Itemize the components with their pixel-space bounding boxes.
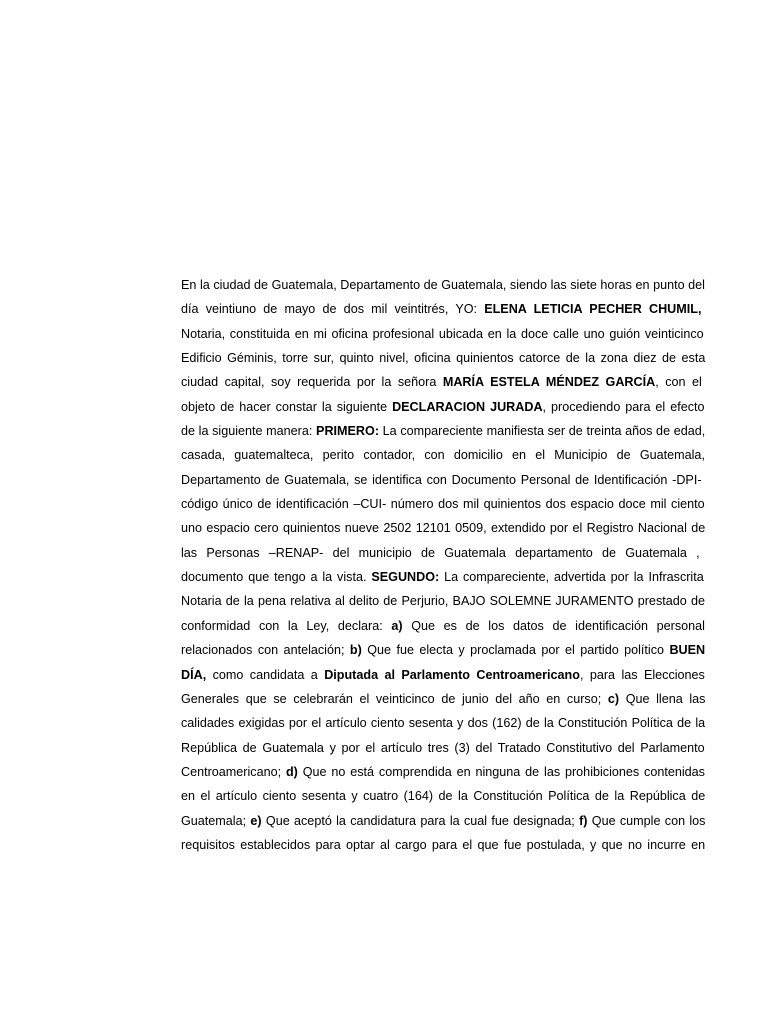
text-run: de la siguiente manera: (181, 424, 317, 439)
text-run: Guatemala; (181, 813, 251, 828)
bold-text-run: Diputada al Parlamento Centroamericano (324, 667, 580, 682)
text-run: Que cumple con los (587, 813, 706, 828)
document-line (181, 443, 705, 467)
bold-text-run: a) (391, 618, 403, 633)
text-run: En la ciudad de Guatemala, Departamento de Guatemala, siendo las siete horas en punto del (181, 278, 705, 292)
text-run: en el artículo ciento sesenta y cuatro (164) de la Constitución Política de la República de (181, 789, 706, 804)
document-line (181, 297, 705, 321)
document-line (181, 419, 705, 443)
text-run: las Personas –RENAP- del municipio de Guatemala departamento de Guatemala , (181, 545, 700, 560)
text-run: Notaria, constituida en mi oficina profesional ubicada en la doce calle uno guión veinticinco (181, 326, 704, 341)
bold-text-run: f) (579, 813, 588, 828)
document-line (181, 833, 705, 857)
text-run: La compareciente, advertida por la Infrascrita (439, 570, 704, 585)
document-line (181, 273, 705, 297)
text-run: objeto de hacer constar la siguiente (181, 399, 393, 414)
text-run: , para las Elecciones (579, 667, 705, 682)
text-run: Que no está comprendida en ninguna de las prohibiciones contenidas (297, 764, 705, 779)
document-line (181, 322, 705, 346)
text-run: uno espacio cero quinientos nueve 2502 12101 0509, extendido por el Registro Nacional de (181, 521, 706, 536)
bold-text-run: SEGUNDO: (371, 570, 440, 585)
text-run: Centroamericano; (181, 764, 286, 779)
text-run: casada, guatemalteca, perito contador, con domicilio en el Municipio de Guatemala, (181, 448, 705, 463)
text-run: Que fue electa y proclamada por el partido político (361, 643, 670, 658)
text-run: Departamento de Guatemala, se identifica con Documento Personal de Identificación -DPI- (181, 472, 702, 487)
text-run: como candidata a (206, 667, 325, 682)
text-run: , procediendo para el efecto (542, 399, 705, 414)
text-run: documento que tengo a la vista. (181, 570, 372, 585)
text-run: Que aceptó la candidatura para la cual fue designada; (261, 813, 580, 828)
bold-text-run: b) (349, 643, 362, 658)
text-run: Notaria de la pena relativa al delito de Perjurio, BAJO SOLEMNE JURAMENTO prestado de (181, 594, 705, 609)
bold-text-run: MARÍA ESTELA MÉNDEZ GARCÍA (442, 375, 656, 390)
bold-text-run: BUEN (669, 643, 706, 658)
text-run: Generales que se celebrarán el veinticinco de junio del año en curso; (181, 691, 608, 706)
document-line (181, 736, 705, 760)
text-run: La compareciente manifiesta ser de treinta años de edad, (379, 424, 706, 439)
text-run: Que es de los datos de identificación personal (402, 618, 705, 633)
document-line (181, 614, 705, 638)
text-run: , con el (655, 375, 702, 390)
document-line (181, 541, 705, 565)
document-line (181, 760, 705, 784)
document-line (181, 516, 705, 540)
text-run: día veintiuno de mayo de dos mil veintitrés, YO: (181, 302, 485, 317)
text-run: requisitos establecidos para optar al cargo para el que fue postulada, y que no incurre en (181, 837, 706, 852)
document-line (181, 565, 705, 589)
text-run: calidades exigidas por el artículo ciento sesenta y dos (162) de la Constitución Política de la (181, 716, 706, 731)
text-run: Edificio Géminis, torre sur, quinto nivel, oficina quinientos catorce de la zona diez de esta (181, 351, 706, 366)
document-line (181, 468, 705, 492)
text-run: ciudad capital, soy requerida por la señora (181, 375, 443, 390)
document-line (181, 784, 705, 808)
bold-text-run: PRIMERO: (316, 424, 380, 439)
document-line (181, 346, 705, 370)
bold-text-run: e) (250, 813, 262, 828)
document-line (181, 370, 705, 394)
document-line (181, 395, 705, 419)
document-line (181, 809, 705, 833)
document-line (181, 687, 705, 711)
text-run: Que llena las (619, 691, 706, 706)
bold-text-run: DECLARACION JURADA (392, 399, 543, 414)
text-run: relacionados con antelación; (181, 643, 350, 658)
text-run: República de Guatemala y por el artículo tres (3) del Tratado Constitutivo del Parlamento (181, 740, 705, 755)
declaration-body (181, 273, 705, 857)
bold-text-run: DÍA, (181, 667, 207, 682)
document-line (181, 589, 705, 613)
bold-text-run: d) (285, 764, 298, 779)
text-run: código único de identificación –CUI- número dos mil quinientos dos espacio doce mil ciento (181, 497, 705, 512)
text-run: conformidad con la Ley, declara: (181, 618, 392, 633)
document-line (181, 638, 705, 662)
document-line (181, 711, 705, 735)
bold-text-run: c) (607, 691, 620, 706)
document-line (181, 492, 705, 516)
bold-text-run: ELENA LETICIA PECHER CHUMIL, (484, 302, 702, 317)
document-line (181, 663, 705, 687)
